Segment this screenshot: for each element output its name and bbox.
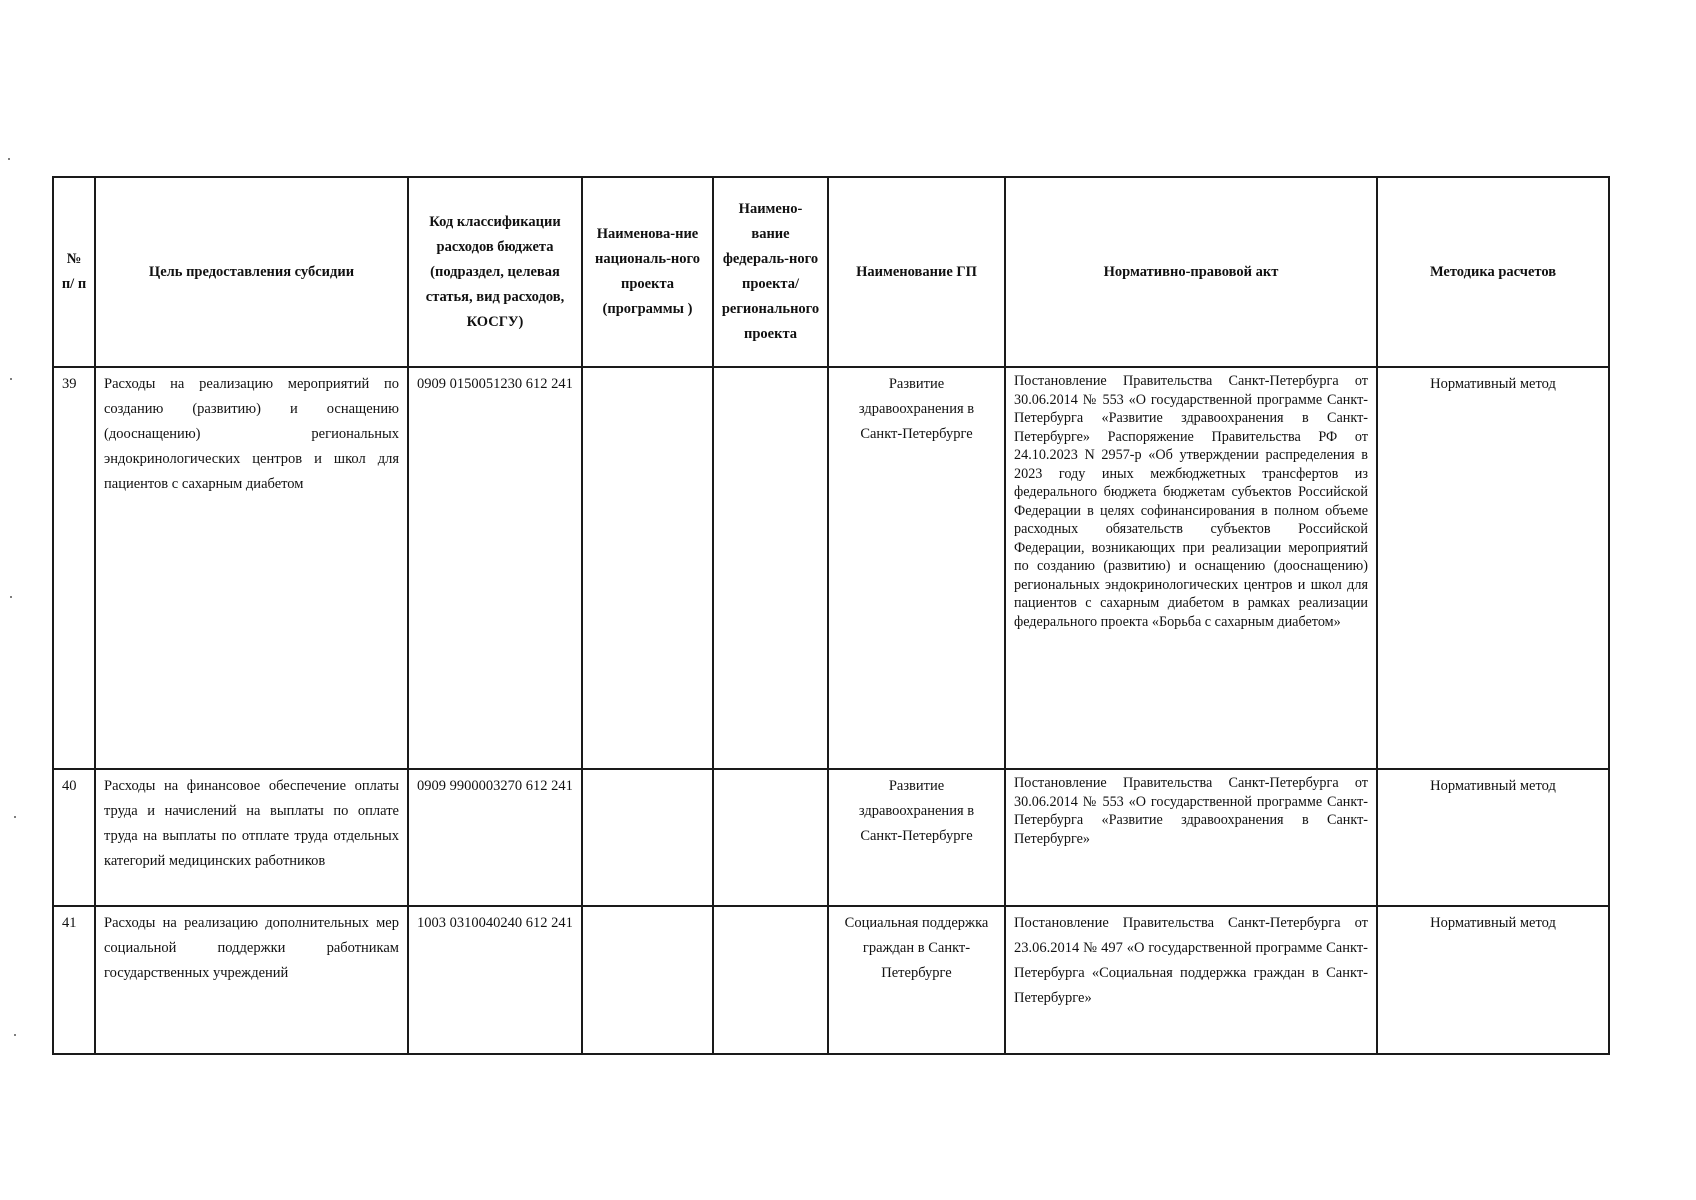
row-goal: Расходы на реализацию дополнительных мер социальной поддержки работникам государственных учреждений <box>95 906 408 1054</box>
row-budget-code: 1003 0310040240 612 241 <box>408 906 582 1054</box>
header-budget-code: Код классификации расходов бюджета (подраздел, целевая статья, вид расходов, КОСГУ) <box>408 177 582 367</box>
header-gp-name: Наименование ГП <box>828 177 1005 367</box>
scan-dot <box>14 1034 16 1036</box>
table-row <box>53 906 1609 1054</box>
row-gp-name: Развитие здравоохранения в Санкт-Петербурге <box>828 769 1005 906</box>
scan-dot <box>10 378 12 380</box>
row-national-project <box>582 906 713 1054</box>
scan-dot <box>10 596 12 598</box>
row-gp-name: Социальная поддержка граждан в Санкт-Петербурге <box>828 906 1005 1054</box>
row-number: 40 <box>53 769 95 906</box>
row-federal-project <box>713 906 828 1054</box>
row-number: 39 <box>53 367 95 769</box>
table-row <box>53 367 1609 769</box>
row-gp-name: Развитие здравоохранения в Санкт-Петербурге <box>828 367 1005 769</box>
subsidy-table <box>52 176 1610 1055</box>
header-legal-act: Нормативно-правовой акт <box>1005 177 1377 367</box>
row-goal: Расходы на финансовое обеспечение оплаты труда и начислений на выплаты по оплате труда на выплаты по отплате труда отдельных категорий медицинских работников <box>95 769 408 906</box>
row-budget-code: 0909 0150051230 612 241 <box>408 367 582 769</box>
header-goal: Цель предоставления субсидии <box>95 177 408 367</box>
row-federal-project <box>713 367 828 769</box>
row-goal: Расходы на реализацию мероприятий по созданию (развитию) и оснащению (дооснащению) региональных эндокринологических центров и школ для пациентов с сахарным диабетом <box>95 367 408 769</box>
row-budget-code: 0909 9900003270 612 241 <box>408 769 582 906</box>
header-federal-project: Наимено-вание федераль-ного проекта/ регионального проекта <box>713 177 828 367</box>
row-national-project <box>582 769 713 906</box>
header-national-project: Наименова-ние националь-ного проекта (программы ) <box>582 177 713 367</box>
scan-dot <box>14 816 16 818</box>
header-number: № п/ п <box>53 177 95 367</box>
row-calc-method: Нормативный метод <box>1377 906 1609 1054</box>
row-legal-act: Постановление Правительства Санкт-Петербурга от 30.06.2014 № 553 «О государственной программе Санкт-Петербурга «Развитие здравоохранения в Санкт-Петербурге» <box>1005 769 1377 906</box>
row-legal-act: Постановление Правительства Санкт-Петербурга от 30.06.2014 № 553 «О государственной программе Санкт-Петербурга «Развитие здравоохранения в Санкт-Петербурге» Распоряжение Правительства РФ от 24.10.2023 N 2957-р «Об утверждении распределения в 2023 году иных межбюджетных трансфертов из федерального бюджета бюджетам субъектов Российской Федерации в целях софинансирования в полном объеме расходных обязательств субъектов Российской Федерации, возникающих при реализации мероприятий по созданию (развитию) и оснащению (дооснащению) региональных эндокринологических центров и школ для пациентов с сахарным диабетом в рамках реализации федерального проекта «Борьба с сахарным диабетом» <box>1005 367 1377 769</box>
table-header-row <box>53 177 1609 367</box>
table-row <box>53 769 1609 906</box>
row-national-project <box>582 367 713 769</box>
row-calc-method: Нормативный метод <box>1377 367 1609 769</box>
scan-dot <box>8 158 10 160</box>
row-federal-project <box>713 769 828 906</box>
row-legal-act: Постановление Правительства Санкт-Петербурга от 23.06.2014 № 497 «О государственной программе Санкт-Петербурга «Социальная поддержка граждан в Санкт-Петербурге» <box>1005 906 1377 1054</box>
row-number: 41 <box>53 906 95 1054</box>
header-calc-method: Методика расчетов <box>1377 177 1609 367</box>
row-calc-method: Нормативный метод <box>1377 769 1609 906</box>
